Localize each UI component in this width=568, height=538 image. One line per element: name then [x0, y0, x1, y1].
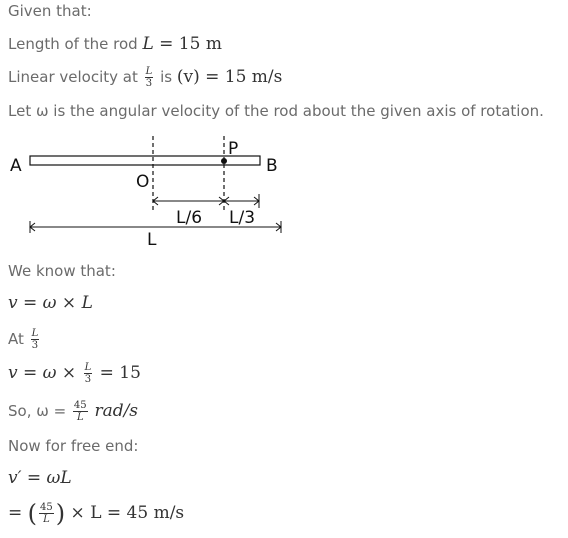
open-paren: ( — [27, 499, 38, 528]
omega-definition: Let ω is the angular velocity of the rod about the given axis of rotation. — [8, 102, 544, 120]
fraction-denominator: 3 — [145, 78, 153, 89]
fraction-l-over-3 — [84, 362, 93, 385]
fraction-denominator: 3 — [31, 340, 39, 351]
fraction-denominator: L — [76, 412, 84, 423]
label-o: O — [136, 172, 150, 192]
length-value: = 15 m — [153, 34, 222, 54]
velocity-is: is — [160, 68, 173, 86]
rod-diagram — [0, 130, 568, 255]
omega-solution-line — [8, 400, 138, 423]
length-label: Length of the rod — [8, 35, 138, 53]
label-a: A — [10, 156, 22, 176]
fraction-45-over-l — [39, 502, 54, 525]
fraction-denominator: L — [43, 514, 50, 525]
label-p: P — [228, 139, 239, 159]
point-p — [221, 158, 227, 164]
label-b: B — [266, 156, 278, 176]
omega-unit: rad/s — [94, 401, 139, 421]
so-label: So, ω = — [8, 402, 67, 420]
velocity-line — [8, 66, 282, 89]
fraction-numerator: 45 — [40, 502, 53, 513]
equation-left: v = ω × — [8, 363, 77, 383]
fraction-numerator: 45 — [73, 400, 87, 411]
equation-right: = 15 — [99, 363, 141, 383]
fraction-numerator: L — [145, 66, 153, 77]
length-math — [142, 34, 222, 54]
fraction-l-over-3 — [31, 328, 40, 351]
length-symbol: L — [142, 34, 154, 54]
final-result: × L = 45 m/s — [70, 503, 185, 523]
at-label: At — [8, 330, 24, 348]
fraction-numerator: L — [31, 328, 39, 339]
equation-v-prime: v′ = ωL — [8, 468, 72, 488]
fraction-l-over-3 — [145, 66, 154, 89]
velocity-expression: (v) = 15 m/s — [176, 67, 283, 87]
label-l6: L/6 — [176, 208, 203, 228]
equation-at-l3 — [8, 362, 141, 385]
at-line — [8, 328, 41, 351]
we-know-heading: We know that: — [8, 262, 116, 280]
length-line — [8, 34, 222, 54]
free-end-heading: Now for free end: — [8, 437, 139, 455]
fraction-denominator: 3 — [84, 374, 92, 385]
fraction-numerator: L — [84, 362, 92, 373]
fraction-45-over-l — [73, 400, 88, 423]
equation-v-omega-l: v = ω × L — [8, 293, 93, 313]
equation-final — [8, 499, 185, 528]
velocity-label: Linear velocity at — [8, 68, 138, 86]
label-l3: L/3 — [229, 208, 256, 228]
close-paren: ) — [55, 499, 66, 528]
equation-equals: = — [8, 503, 23, 523]
given-heading: Given that: — [8, 2, 92, 20]
label-l: L — [147, 230, 157, 250]
